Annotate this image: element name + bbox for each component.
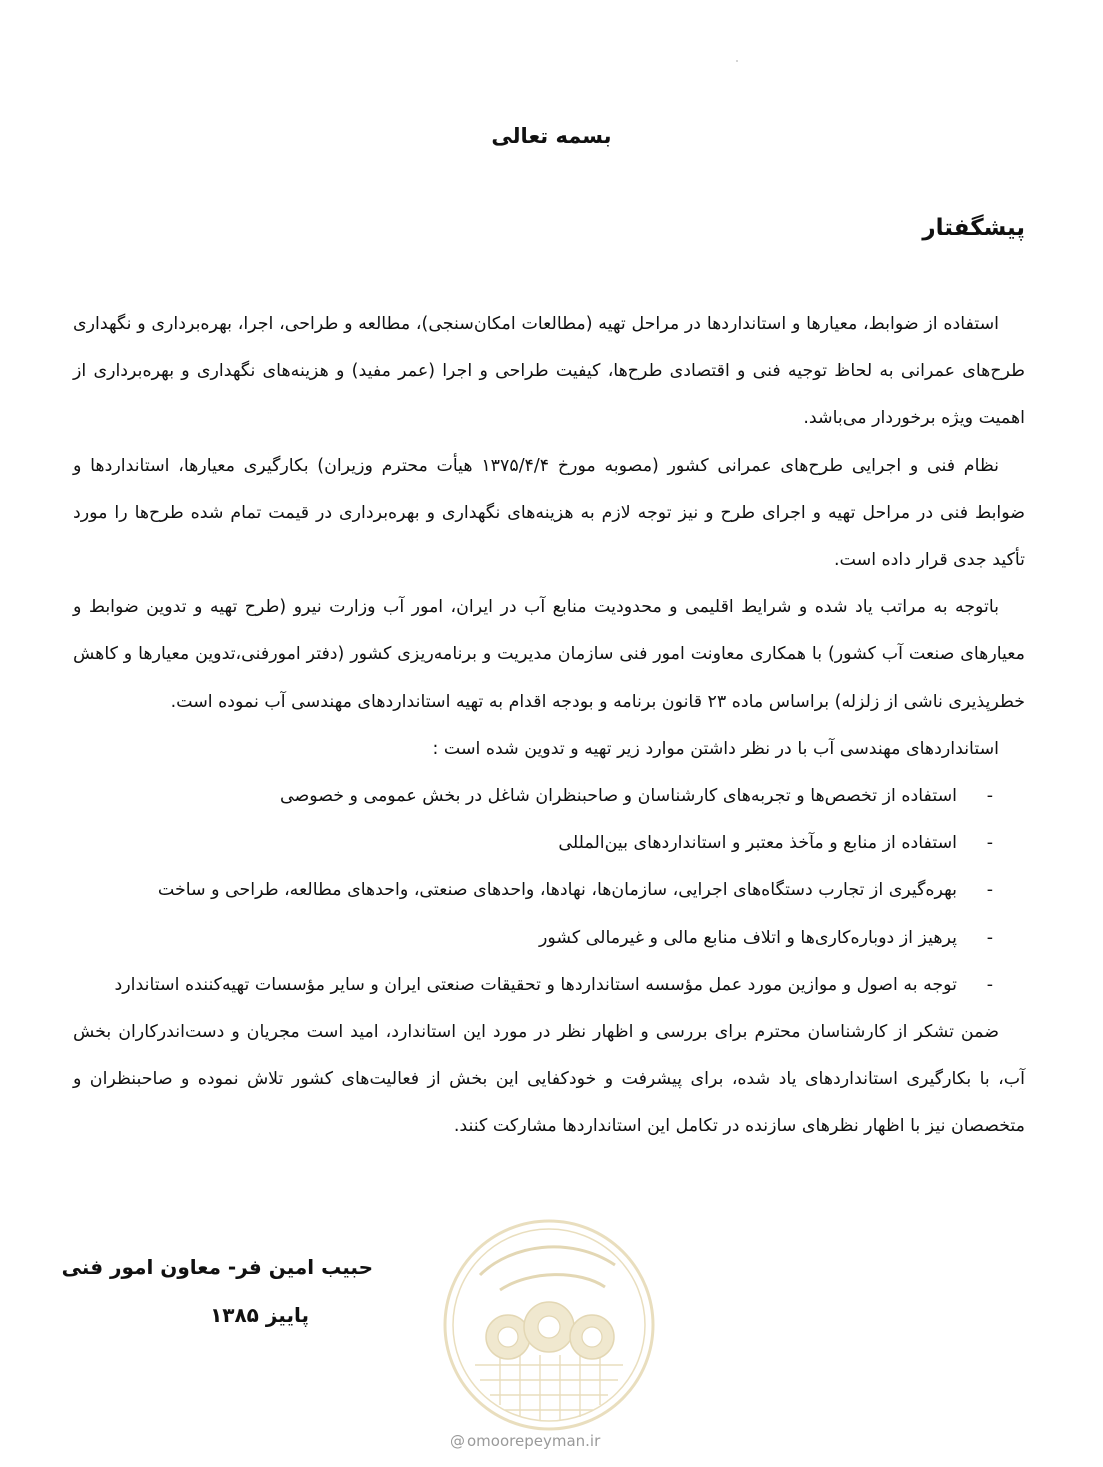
body-text [73, 301, 1025, 1151]
list-dash: - [986, 833, 993, 854]
list-dash: - [986, 974, 993, 995]
closing-paragraph: ضمن تشکر از کارشناسان محترم برای بررسی و اظهار نظر در مورد این استاندارد، امید است مجریان و دست‌اندرکاران بخش آب، با بکارگیری استانداردهای یاد شده، برای پیشرفت و خودکفایی این بخش از فعالیت‌های کشور تلاش نموده و صاحبنظران و متخصصان نیز با اظهار نظرهای سازنده در تکامل این استانداردها مشارکت کنند. [73, 1022, 1025, 1137]
list-item-text: بهره‌گیری از تجارب دستگاه‌های اجرایی، سازمان‌ها، نهادها، واحدهای صنعتی، واحدهای مطالعه، طراحی و ساخت [157, 880, 957, 901]
list-dash: - [986, 927, 993, 948]
list-dash: - [986, 880, 993, 901]
section-title: پیشگفتار [922, 215, 1025, 241]
list-item [73, 915, 1025, 962]
signatory-name: حبیب امین فر- معاون امور فنی [61, 1255, 373, 1279]
paragraph-2: نظام فنی و اجرایی طرح‌های عمرانی کشور (مصوبه مورخ ۱۳۷۵/۴/۴ هیأت محترم وزیران) بکارگیری معیارها، استانداردها و ضوابط فنی در مراحل تهیه و اجرای طرح و نیز توجه لازم به هزینه‌های نگهداری و بهره‌برداری در قیمت تمام شده طرح‌ها را مورد تأکید جدی قرار داده است. [73, 455, 1025, 571]
at-sign-icon: @ [450, 1432, 465, 1450]
watermark [450, 1432, 600, 1450]
paragraph-3: باتوجه به مراتب یاد شده و شرایط اقلیمی و محدودیت منابع آب در ایران، امور آب وزارت نیرو (طرح تهیه و تدوین ضوابط و معیارهای صنعت آب کشور) با همکاری معاونت امور فنی سازمان مدیریت و برنامه‌ریزی کشور (دفتر امورفنی،تدوین معیارها و کاهش خطرپذیری ناشی از زلزله) براساس ماده ۲۳ قانون برنامه و بودجه اقدام به تهیه استانداردهای مهندسی آب نموده است. [73, 597, 1025, 712]
list-item-text: استفاده از تخصص‌ها و تجربه‌های کارشناسان و صاحبنظران شاغل در بخش عمومی و خصوصی [279, 786, 957, 807]
list-item [73, 867, 1025, 914]
paragraph-1: استفاده از ضوابط، معیارها و استانداردها در مراحل تهیه (مطالعات امکان‌سنجی)، مطالعه و طراحی، اجرا، بهره‌برداری و نگهداری طرح‌های عمرانی به لحاظ توجیه فنی و اقتصادی طرح‌ها، کیفیت طراحی و اجرا (عمر مفید) و هزینه‌های نگهداری و بهره‌برداری از اهمیت ویژه برخوردار می‌باشد. [73, 314, 1025, 429]
paragraph-4: استانداردهای مهندسی آب با در نظر داشتن موارد زیر تهیه و تدوین شده است : [432, 738, 999, 759]
signature-date: پاییز ۱۳۸۵ [210, 1303, 309, 1327]
watermark-text: omoorepeyman.ir [467, 1432, 601, 1450]
list-item-text: استفاده از منابع و مآخذ معتبر و استانداردهای بین‌المللی [558, 833, 957, 854]
invocation-heading: بسمه تعالی [491, 124, 612, 148]
seal-logo-icon [440, 1215, 658, 1435]
list-item-text: توجه به اصول و موازین مورد عمل مؤسسه استانداردها و تحقیقات صنعتی ایران و سایر مؤسسات تهیه‌کننده استاندارد [114, 974, 957, 995]
list-item [73, 962, 1025, 1009]
list-item [73, 820, 1025, 867]
list-dash: - [986, 786, 993, 807]
list-item-text: پرهیز از دوباره‌کاری‌ها و اتلاف منابع مالی و غیرمالی کشور [538, 927, 957, 948]
list-item [73, 773, 1025, 820]
scan-speck [736, 60, 738, 62]
criteria-list [73, 773, 1025, 1009]
signature-block [62, 1243, 373, 1339]
